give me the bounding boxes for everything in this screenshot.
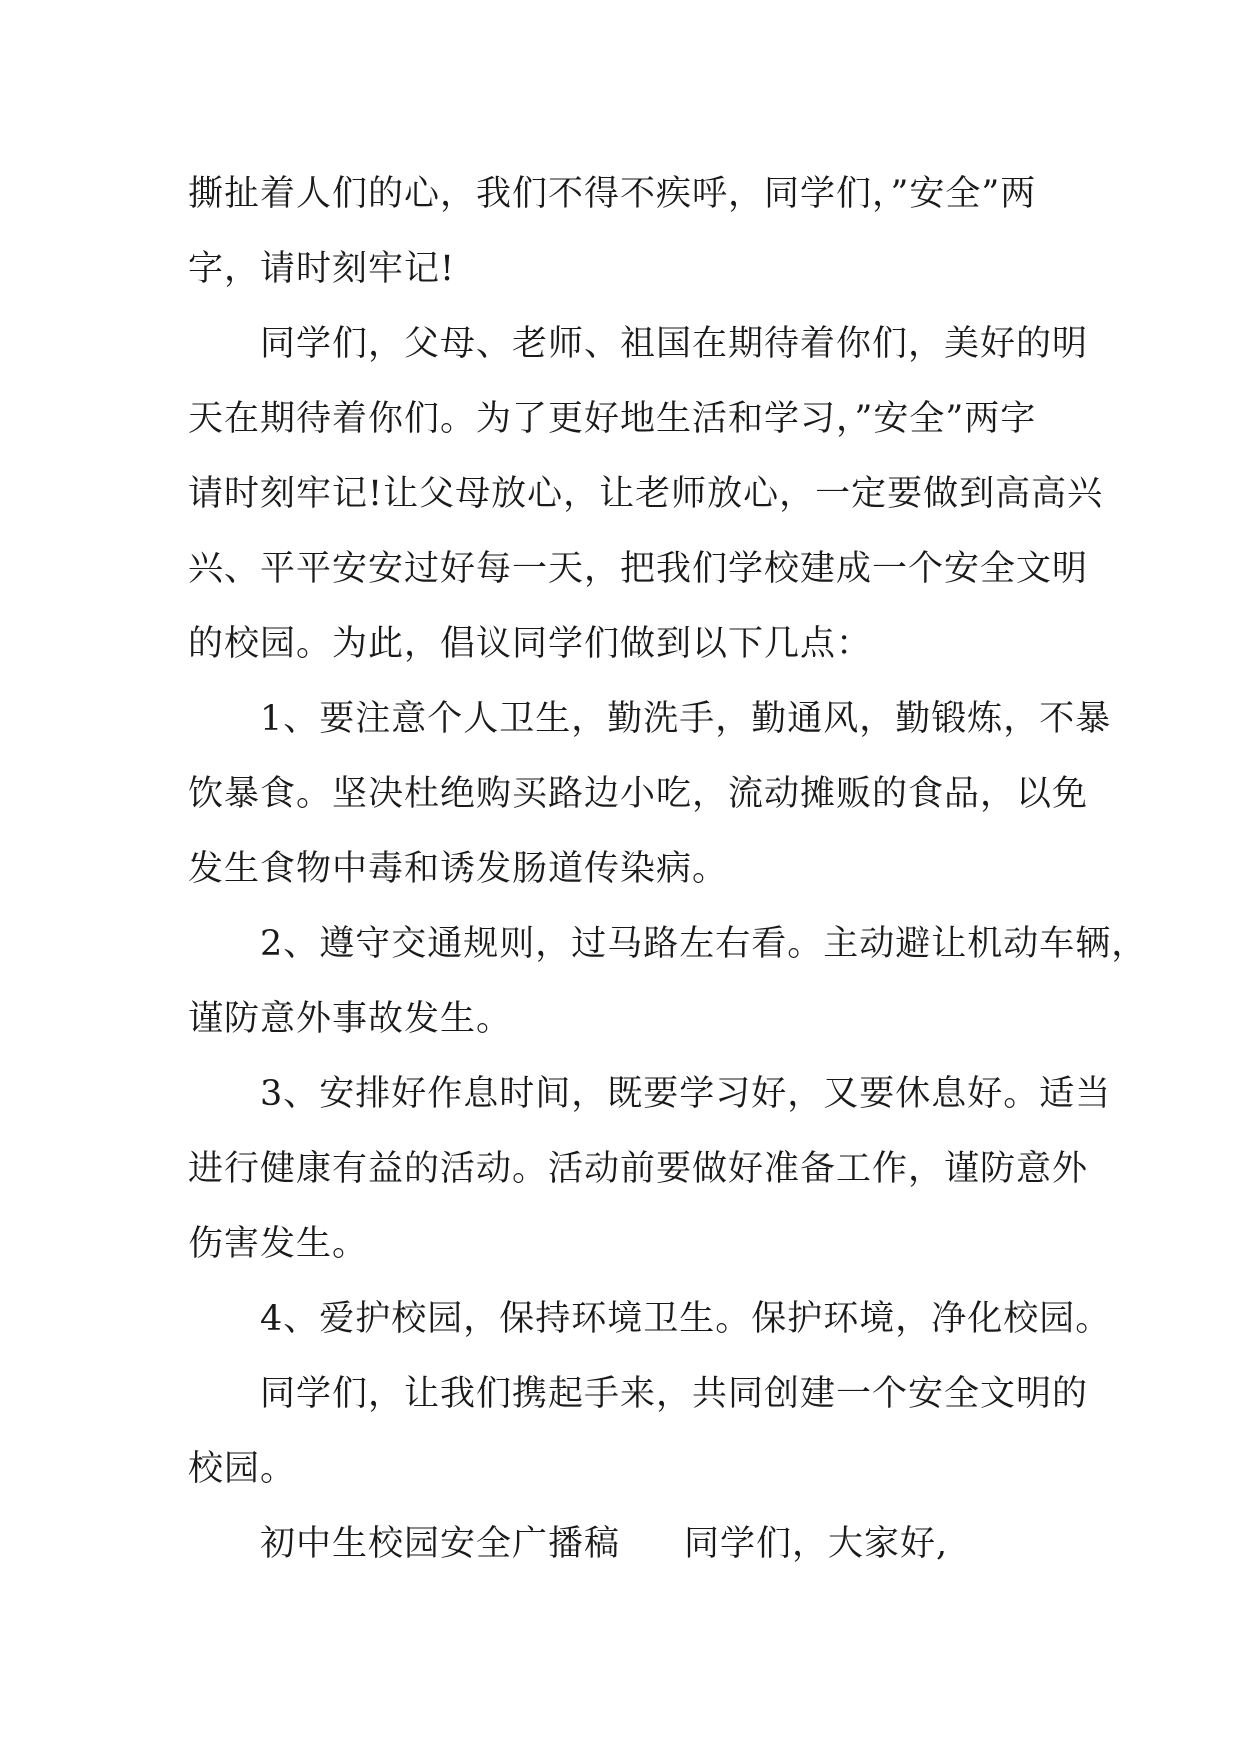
section-heading-line bbox=[188, 1507, 1052, 1582]
paragraph-start-line: 同学们，让我们携起手来，共同创建一个安全文明的 bbox=[260, 1374, 1089, 1414]
text-line: 发生食物中毒和诱发肠道传染病。 bbox=[188, 849, 729, 889]
list-item-1-line: 1、要注意个人卫生，勤洗手，勤通风，勤锻炼，不暴 bbox=[260, 699, 1112, 739]
list-item-2-line: 2、遵守交通规则，过马路左右看。主动避让机动车辆， bbox=[260, 924, 1148, 964]
text-line: 请时刻牢记!让父母放心，让老师放心，一定要做到高高兴 bbox=[188, 474, 1104, 514]
text-line: 饮暴食。坚决杜绝购买路边小吃，流动摊贩的食品，以免 bbox=[188, 774, 1089, 814]
text-line: 伤害发生。 bbox=[188, 1224, 369, 1264]
section-title: 初中生校园安全广播稿 bbox=[260, 1524, 621, 1564]
text-line: 谨防意外事故发生。 bbox=[188, 999, 513, 1039]
document-body bbox=[188, 157, 1148, 1582]
text-line: 校园。 bbox=[188, 1449, 297, 1489]
text-line: 进行健康有益的活动。活动前要做好准备工作，谨防意外 bbox=[188, 1149, 1089, 1189]
list-item-3-line: 3、安排好作息时间，既要学习好，又要休息好。适当 bbox=[260, 1074, 1112, 1114]
text-line: 天在期待着你们。为了更好地生活和学习，”安全”两字 bbox=[188, 399, 1037, 439]
paragraph-start-line: 同学们，父母、老师、祖国在期待着你们，美好的明 bbox=[260, 324, 1089, 364]
text-line: 字，请时刻牢记! bbox=[188, 249, 456, 289]
greeting-text: 同学们，大家好, bbox=[684, 1524, 949, 1564]
text-line: 的校园。为此，倡议同学们做到以下几点： bbox=[188, 624, 873, 664]
text-line: 兴、平平安安过好每一天，把我们学校建成一个安全文明 bbox=[188, 549, 1089, 589]
list-item-4-line: 4、爱护校园，保持环境卫生。保护环境，净化校园。 bbox=[260, 1299, 1112, 1339]
text-line: 撕扯着人们的心，我们不得不疾呼，同学们，”安全”两 bbox=[188, 174, 1037, 214]
